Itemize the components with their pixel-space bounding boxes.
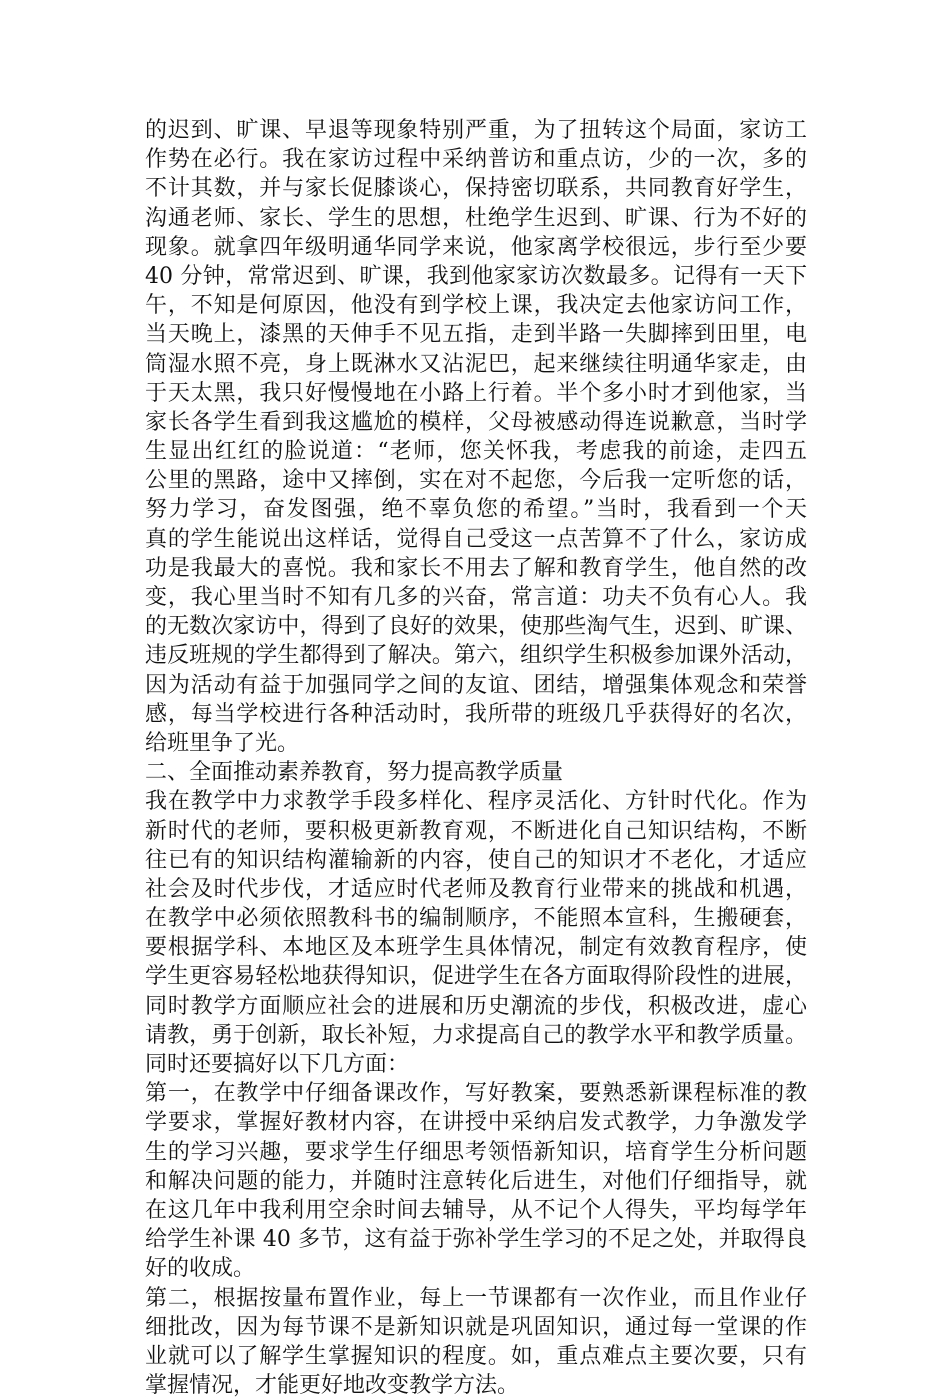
text-line: 努力学习，奋发图强，绝不辜负您的希望。”当时，我看到一个天 <box>145 497 807 523</box>
text-line: 请教，勇于创新，取长补短，力求提高自己的教学水平和教学质量。 <box>145 1022 807 1048</box>
text-line: 40 分钟，常常迟到、旷课，我到他家家访次数最多。记得有一天下 <box>145 263 807 289</box>
text-line: 掌握情况，才能更好地改变教学方法。 <box>145 1373 520 1399</box>
text-line: 好的收成。 <box>145 1256 256 1282</box>
text-line: 生的学习兴趣，要求学生仔细思考领悟新知识，培育学生分析问题 <box>145 1139 807 1165</box>
text-line: 变，我心里当时不知有几多的兴奋，常言道：功夫不负有心人。我 <box>145 585 807 610</box>
text-line: 同时还要搞好以下几方面： <box>145 1052 410 1077</box>
text-line: 同时教学方面顺应社会的进展和历史潮流的步伐，积极改进，虚心 <box>145 993 807 1019</box>
text-line: 的无数次家访中，得到了良好的效果，使那些淘气生，迟到、旷课、 <box>145 614 807 640</box>
text-line: 现象。就拿四年级明通华同学来说，他家离学校很远，步行至少要 <box>145 234 807 260</box>
text-line: 违反班规的学生都得到了解决。第六，组织学生积极参加课外活动， <box>145 643 807 669</box>
text-line: 生显出红红的脸说道：“老师，您关怀我，考虑我的前途，走四五 <box>145 439 807 465</box>
text-line: 作势在必行。我在家访过程中采纳普访和重点访，少的一次，多的 <box>145 147 807 173</box>
text-line: 沟通老师、家长、学生的思想，杜绝学生迟到、旷课、行为不好的 <box>145 205 807 231</box>
text-line: 于天太黑，我只好慢慢地在小路上行着。半个多小时才到他家，当 <box>145 380 807 406</box>
text-line: 筒湿水照不亮，身上既淋水又沾泥巴，起来继续往明通华家走，由 <box>145 351 807 377</box>
text-line: 给学生补课 40 多节，这有益于弥补学生学习的不足之处，并取得良 <box>145 1227 807 1253</box>
text-line: 细批改，因为每节课不是新知识就是巩固知识，通过每一堂课的作 <box>145 1314 807 1340</box>
text-line: 感，每当学校进行各种活动时，我所带的班级几乎获得好的名次， <box>145 701 807 727</box>
text-line: 家长各学生看到我这尴尬的模样，父母被感动得连说歉意，当时学 <box>145 409 807 435</box>
text-line: 二、全面推动素养教育，努力提高教学质量 <box>145 760 564 786</box>
text-line: 往已有的知识结构灌输新的内容，使自己的知识才不老化，才适应 <box>145 847 807 873</box>
text-line: 学生更容易轻松地获得知识，促进学生在各方面取得阶段性的进展， <box>145 964 807 990</box>
text-line: 给班里争了光。 <box>145 730 300 756</box>
text-line: 的迟到、旷课、早退等现象特别严重，为了扭转这个局面，家访工 <box>145 118 807 143</box>
text-line: 我在教学中力求教学手段多样化、程序灵活化、方针时代化。作为 <box>145 789 807 815</box>
text-line: 午，不知是何原因，他没有到学校上课，我决定去他家访问工作， <box>145 293 807 319</box>
text-line: 第一，在教学中仔细备课改作，写好教案，要熟悉新课程标准的教 <box>145 1081 807 1107</box>
text-line: 在这几年中我利用空余时间去辅导，从不记个人得失，平均每学年 <box>145 1197 807 1223</box>
text-line: 功是我最大的喜悦。我和家长不用去了解和教育学生，他自然的改 <box>145 555 807 581</box>
text-line: 在教学中必须依照教科书的编制顺序，不能照本宣科，生搬硬套， <box>145 906 807 932</box>
text-line: 第二，根据按量布置作业，每上一节课都有一次作业，而且作业仔 <box>145 1285 807 1311</box>
text-line: 学要求，掌握好教材内容，在讲授中采纳启发式教学，力争激发学 <box>145 1110 807 1136</box>
text-line: 新时代的老师，要积极更新教育观，不断进化自己知识结构，不断 <box>145 818 807 844</box>
text-line: 社会及时代步伐，才适应时代老师及教育行业带来的挑战和机遇， <box>145 876 807 902</box>
text-line: 要根据学科、本地区及本班学生具体情况，制定有效教育程序，使 <box>145 935 807 961</box>
document-body <box>145 116 807 1400</box>
text-line: 因为活动有益于加强同学之间的友谊、团结，增强集体观念和荣誉 <box>145 672 807 698</box>
text-line: 和解决问题的能力，并随时注意转化后进生，对他们仔细指导，就 <box>145 1168 807 1194</box>
text-line: 业就可以了解学生掌握知识的程度。如，重点难点主要次要，只有 <box>145 1343 807 1369</box>
text-line: 不计其数，并与家长促膝谈心，保持密切联系，共同教育好学生， <box>145 176 807 202</box>
text-line: 公里的黑路，途中又摔倒，实在对不起您，今后我一定听您的话， <box>145 468 807 494</box>
text-line: 当天晚上，漆黑的天伸手不见五指，走到半路一失脚摔到田里，电 <box>145 322 807 348</box>
text-line: 真的学生能说出这样话，觉得自己受这一点苦算不了什么，家访成 <box>145 526 807 552</box>
